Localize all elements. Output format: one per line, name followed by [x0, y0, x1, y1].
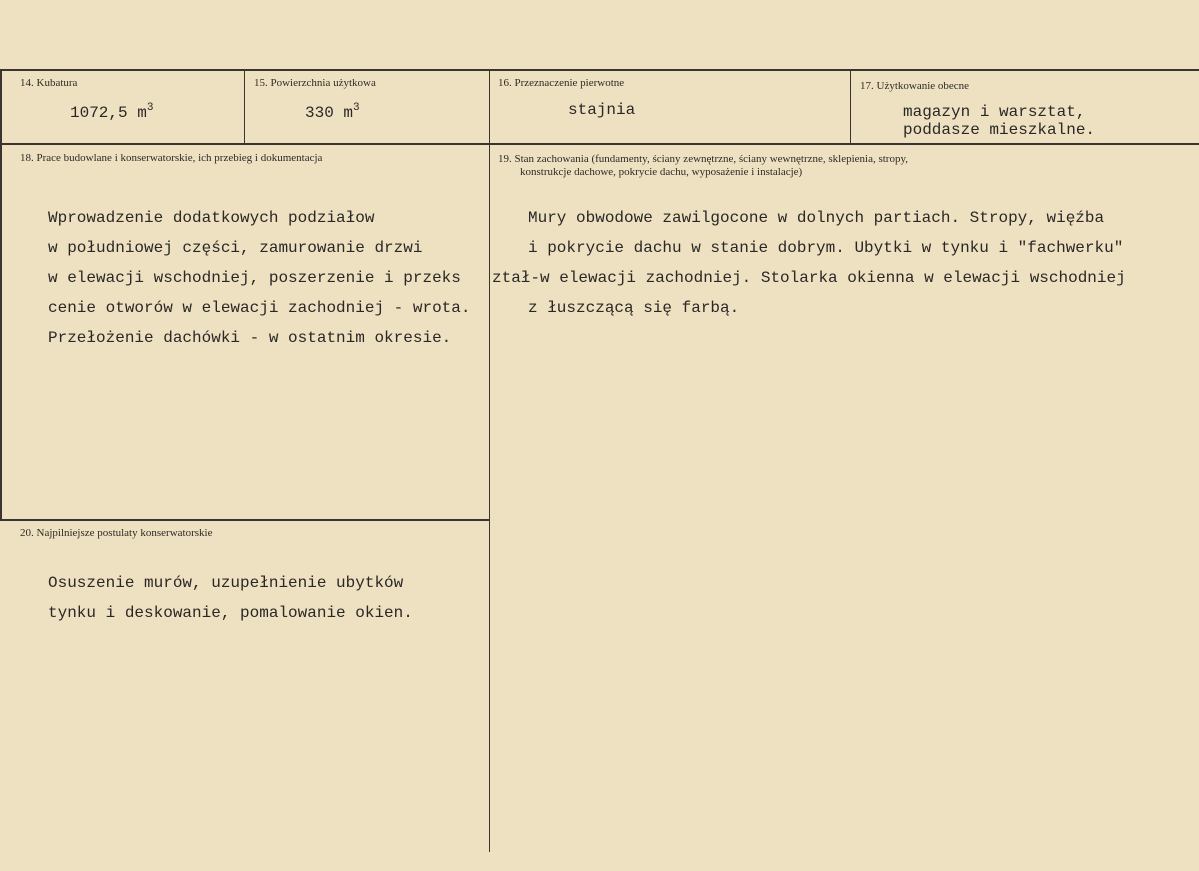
prace-line-5: Przełożenie dachówki - w ostatnim okresie. — [48, 329, 452, 347]
postulaty-text — [48, 568, 413, 628]
kubatura-value — [70, 102, 153, 122]
kubatura-label: 14. Kubatura — [20, 77, 78, 89]
prace-line-1: Wprowadzenie dodatkowych podziałow — [48, 209, 375, 227]
przeznaczenie-value: stajnia — [568, 101, 636, 119]
header-row-bottom-line — [0, 143, 1199, 145]
main-vertical-divider — [489, 69, 490, 852]
uzytkowanie-line-2: poddasze mieszkalne. — [903, 121, 1096, 139]
prace-line-3: w elewacji wschodniej, poszerzenie i przeks — [48, 269, 461, 287]
divider-14-15 — [244, 69, 245, 143]
stan-zachowania-label — [498, 153, 908, 179]
stan-label-line-1: 19. Stan zachowania (fundamenty, ściany zewnętrzne, ściany wewnętrzne, sklepienia, stropy, — [498, 153, 909, 165]
prace-line-2: w południowej części, zamurowanie drzwi — [48, 239, 423, 257]
powierzchnia-exponent: 3 — [353, 102, 360, 114]
uzytkowanie-label: 17. Użytkowanie obecne — [860, 80, 970, 92]
uzytkowanie-line-1: magazyn i warsztat, — [903, 103, 1086, 121]
powierzchnia-value — [305, 102, 360, 122]
stan-line-3: ztał-w elewacji zachodniej. Stolarka okienna w elewacji wschodniej — [492, 269, 1126, 287]
postulaty-line-1: Osuszenie murów, uzupełnienie ubytków — [48, 574, 404, 592]
left-border-line — [0, 69, 2, 521]
kubatura-exponent: 3 — [146, 102, 154, 114]
prace-line-4: cenie otworów w elewacji zachodniej - wrota. — [48, 299, 471, 317]
prace-budowlane-label: 18. Prace budowlane i konserwatorskie, ich przebieg i dokumentacja — [20, 152, 323, 164]
kubatura-number: 1072,5 m — [70, 104, 147, 122]
powierzchnia-number: 330 m — [305, 104, 354, 122]
prace-budowlane-text — [48, 203, 470, 353]
postulaty-label: 20. Najpilniejsze postulaty konserwatorskie — [20, 527, 213, 539]
top-border-line — [0, 69, 1199, 71]
postulaty-line-2: tynku i deskowanie, pomalowanie okien. — [48, 604, 413, 622]
divider-16-17 — [850, 69, 851, 143]
przeznaczenie-label: 16. Przeznaczenie pierwotne — [498, 77, 625, 89]
stan-line-2: i pokrycie dachu w stanie dobrym. Ubytki w tynku i "fachwerku" — [528, 239, 1124, 257]
uzytkowanie-value — [903, 103, 1095, 139]
stan-label-line-2: konstrukcje dachowe, pokrycie dachu, wyposażenie i instalacje) — [520, 166, 803, 178]
stan-line-1: Mury obwodowe zawilgocone w dolnych partiach. Stropy, więźba — [528, 209, 1105, 227]
powierzchnia-label: 15. Powierzchnia użytkowa — [254, 77, 376, 89]
stan-zachowania-text — [490, 203, 1126, 323]
stan-line-4: z łuszczącą się farbą. — [528, 299, 740, 317]
divider-18-20 — [0, 519, 489, 521]
